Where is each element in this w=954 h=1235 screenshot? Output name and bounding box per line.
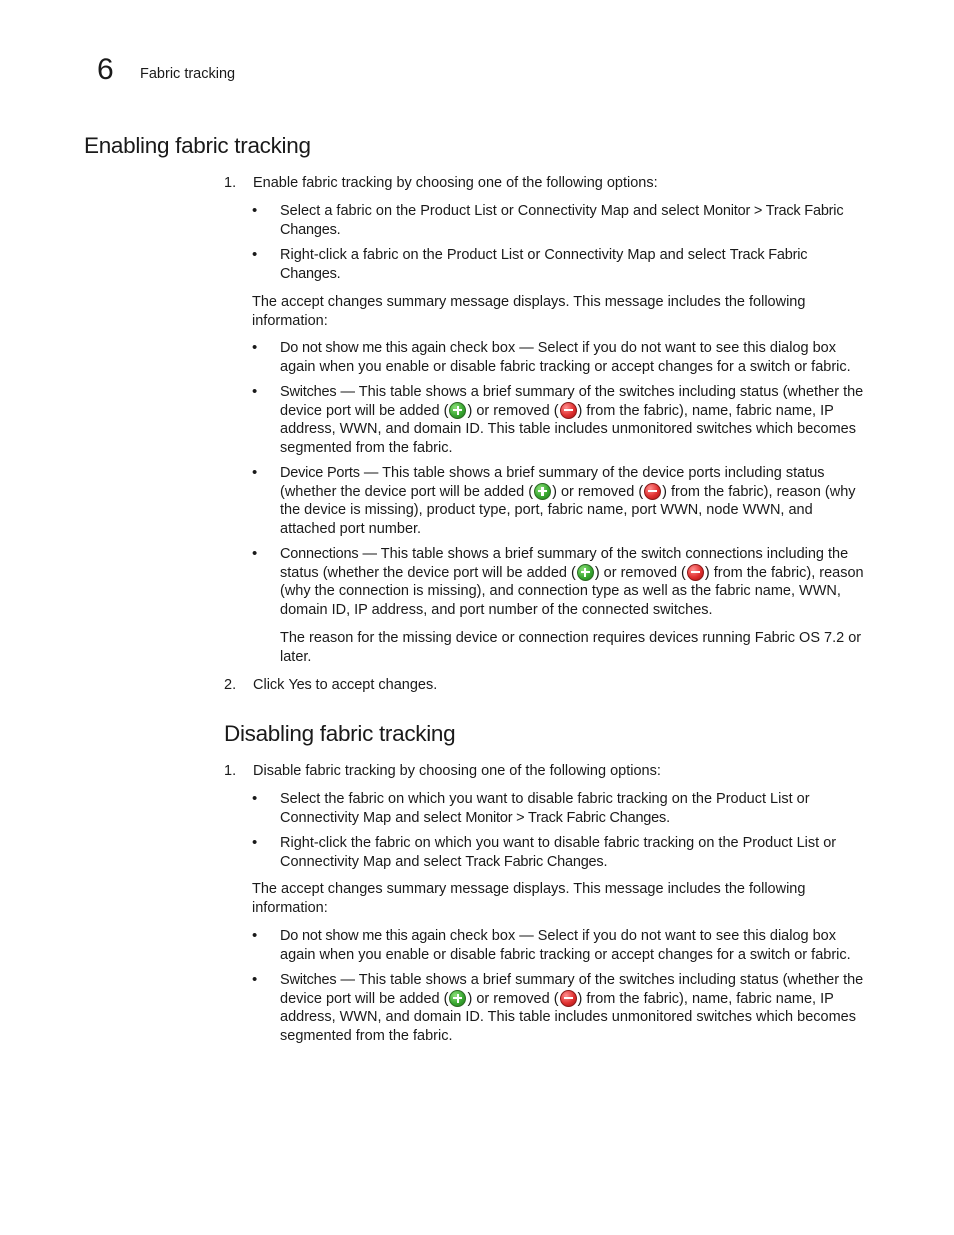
info-text: Device Ports — This table shows a brief summary of the device ports including status (whether the device port will be added ( ) or removed ( ) from the fabric), reason (why the device is missing), product type, port, fabric name, port WWN, node WWN, and attached port number.: [280, 465, 856, 538]
added-icon: [449, 402, 466, 419]
info-text: Switches — This table shows a brief summary of the switches including status (whether the device port will be added ( ) or removed ( ) from the fabric), name, fabric name, IP address, WWN, and domain ID. This table includes unmonitored switches which becomes segmented from the fabric.: [280, 384, 864, 457]
step-text: Disable fabric tracking by choosing one of the following options:: [253, 763, 661, 779]
bullet-dot: •: [252, 545, 258, 562]
bullet-dot: •: [252, 971, 258, 988]
section-heading-enable: Enabling fabric tracking: [84, 133, 311, 158]
option-text: Right-click a fabric on the Product List or Connectivity Map and select Track Fabric Changes.: [280, 247, 808, 282]
removed-icon: [560, 990, 577, 1007]
bullet-dot: •: [252, 927, 258, 944]
removed-icon: [560, 402, 577, 419]
info-text: Connections — This table shows a brief summary of the switch connections including the status (whether the device port will be added ( ) or removed ( ) from the fabric), reason (why the connection is missing), and connection type as well as the fabric name, WWN, domain ID, IP address, and port number of the connected switches.: [280, 546, 864, 619]
enable-note: The reason for the missing device or connection requires devices running Fabric OS 7.2 or later.: [280, 630, 862, 665]
info-text: Switches — This table shows a brief summary of the switches including status (whether the device port will be added ( ) or removed ( ) from the fabric), name, fabric name, IP address, WWN, and domain ID. This table includes unmonitored switches which becomes segmented from the fabric.: [280, 972, 864, 1045]
option-text: Select a fabric on the Product List or Connectivity Map and select Monitor > Track Fabric Changes.: [280, 203, 844, 238]
added-icon: [577, 564, 594, 581]
step-text: Enable fabric tracking by choosing one of the following options:: [253, 175, 658, 191]
disable-summary: The accept changes summary message displays. This message includes the following information:: [252, 881, 806, 916]
added-icon: [449, 990, 466, 1007]
bullet-dot: •: [252, 339, 258, 356]
option-text: Right-click the fabric on which you want to disable fabric tracking on the Product List or Connectivity Map and select Track Fabric Changes.: [280, 835, 837, 870]
bullet-dot: •: [252, 790, 258, 807]
chapter-number: 6: [97, 53, 114, 86]
info-text: Do not show me this again check box — Select if you do not want to see this dialog box again when you enable or disable fabric tracking or accept changes for a switch or fabric.: [280, 340, 851, 375]
bullet-dot: •: [252, 202, 258, 219]
option-text: Select the fabric on which you want to disable fabric tracking on the Product List or Connectivity Map and select Monitor > Track Fabric Changes.: [280, 791, 810, 826]
info-text: Do not show me this again check box — Select if you do not want to see this dialog box again when you enable or disable fabric tracking or accept changes for a switch or fabric.: [280, 928, 851, 963]
chapter-title: Fabric tracking: [140, 66, 236, 82]
step-text: Click Yes to accept changes.: [253, 677, 438, 693]
added-icon: [534, 483, 551, 500]
bullet-dot: •: [252, 464, 258, 481]
step-number: 2.: [224, 677, 237, 693]
removed-icon: [687, 564, 704, 581]
step-number: 1.: [224, 175, 237, 191]
enable-summary: The accept changes summary message displays. This message includes the following information:: [252, 294, 806, 329]
bullet-dot: •: [252, 246, 258, 263]
removed-icon: [644, 483, 661, 500]
step-number: 1.: [224, 763, 237, 779]
bullet-dot: •: [252, 383, 258, 400]
section-heading-disable: Disabling fabric tracking: [224, 721, 456, 746]
bullet-dot: •: [252, 834, 258, 851]
